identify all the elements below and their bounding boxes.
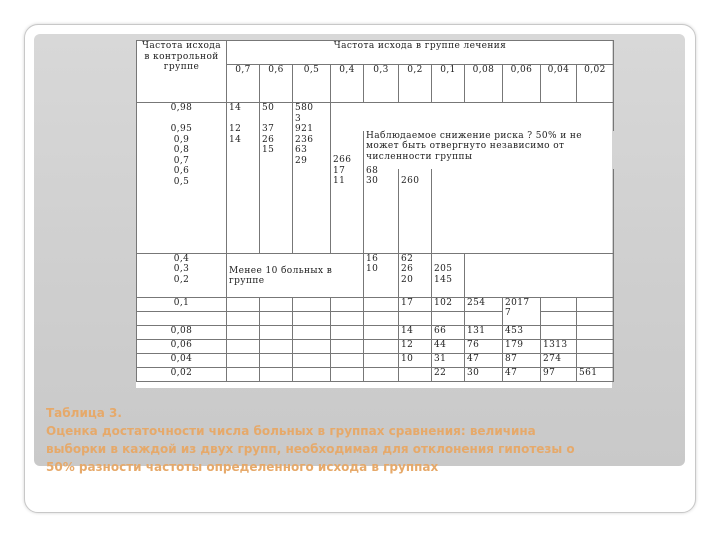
values-col-02	[399, 169, 432, 254]
caption-title: Таблица 3.	[46, 406, 122, 420]
values-col-03	[364, 165, 399, 254]
lower-cell	[577, 325, 614, 339]
caption-line: 50% разности частоты определенного исхода в группах	[46, 460, 439, 474]
scanned-table	[136, 40, 612, 388]
not-rejectable-note: Наблюдаемое снижение риска ? 50% и не может быть отвергнуто независимо от численности группы	[366, 130, 583, 162]
values-col-07: 14 12 14	[227, 103, 260, 254]
treatment-rate-header: 0,02	[577, 65, 614, 103]
control-rates-block1: 0,98 0,95 0,9 0,8 0,7 0,6 0,5	[137, 103, 227, 254]
lower-cell: 44	[432, 339, 465, 353]
caption-line: Оценка достаточности числа больных в группах сравнения: величина	[46, 424, 536, 438]
lower-cell	[399, 367, 432, 381]
lower-cell: 47	[503, 367, 541, 381]
lower-cell: 66	[432, 325, 465, 339]
treatment-rate-header: 0,1	[432, 65, 465, 103]
values-col-05: 580 3 921 236 63 29	[293, 103, 331, 254]
treatment-rate-header: 0,6	[260, 65, 293, 103]
lower-cell	[541, 325, 577, 339]
values-col-04	[331, 155, 364, 254]
lower-cell: 131	[465, 325, 503, 339]
control-rates-block2: 0,4 0,3 0,2	[137, 253, 227, 297]
lower-rate: 0,08	[137, 325, 227, 339]
lower-cell: 97	[541, 367, 577, 381]
lower-cell: 76	[465, 339, 503, 353]
lower-rate: 0,02	[137, 367, 227, 381]
header-treatment-rate: Частота исхода в группе лечения	[227, 41, 614, 65]
values-col-06: 50 37 26 15	[260, 103, 293, 254]
block2-col-02: 62 26 20	[399, 253, 432, 297]
lower-cell: 87	[503, 353, 541, 367]
lower-cell: 31	[432, 353, 465, 367]
block2-col-01: 205 145	[432, 253, 465, 297]
lower-rate: 0,06	[137, 339, 227, 353]
values-col-04-text: 266 17 11	[333, 155, 352, 186]
lower-cell: 1313	[541, 339, 577, 353]
lower-cell: 10	[399, 353, 432, 367]
treatment-rate-header: 0,4	[331, 65, 364, 103]
too-few-patients-note	[227, 253, 364, 297]
lower-cell: 30	[465, 367, 503, 381]
treatment-rate-header: 0,08	[465, 65, 503, 103]
lower-cell: 22	[432, 367, 465, 381]
lower-cell: 12	[399, 339, 432, 353]
lower-cell	[577, 339, 614, 353]
treatment-rate-header: 0,3	[364, 65, 399, 103]
caption-line: выборки в каждой из двух групп, необходимая для отклонения гипотезы о	[46, 442, 575, 456]
too-few-patients-text: Менее 10 больных в группе	[229, 265, 333, 286]
header-control-rate: Частота исхода в контрольной группе	[137, 41, 227, 103]
lower-cell: 179	[503, 339, 541, 353]
values-col-03-text: 68 30	[366, 165, 379, 186]
lower-cell	[577, 353, 614, 367]
lower-cell: 561	[577, 367, 614, 381]
block2-col-03: 16 10	[364, 253, 399, 297]
lower-cell: 453	[503, 325, 541, 339]
treatment-rate-header: 0,06	[503, 65, 541, 103]
table-caption	[46, 404, 676, 476]
row01-col-02: 17	[399, 297, 432, 311]
row01-col-01: 102	[432, 297, 465, 311]
row01-col-006: 2017 7	[503, 297, 541, 325]
lower-cell: 47	[465, 353, 503, 367]
treatment-rate-header: 0,5	[293, 65, 331, 103]
row01-col-008: 254	[465, 297, 503, 311]
treatment-rate-header: 0,04	[541, 65, 577, 103]
control-rate-01: 0,1	[137, 297, 227, 311]
lower-cell: 14	[399, 325, 432, 339]
treatment-rate-header: 0,2	[399, 65, 432, 103]
treatment-rate-header: 0,7	[227, 65, 260, 103]
lower-cell: 274	[541, 353, 577, 367]
sample-size-table	[136, 40, 614, 382]
lower-rate: 0,04	[137, 353, 227, 367]
values-col-02-text: 260	[401, 176, 420, 186]
